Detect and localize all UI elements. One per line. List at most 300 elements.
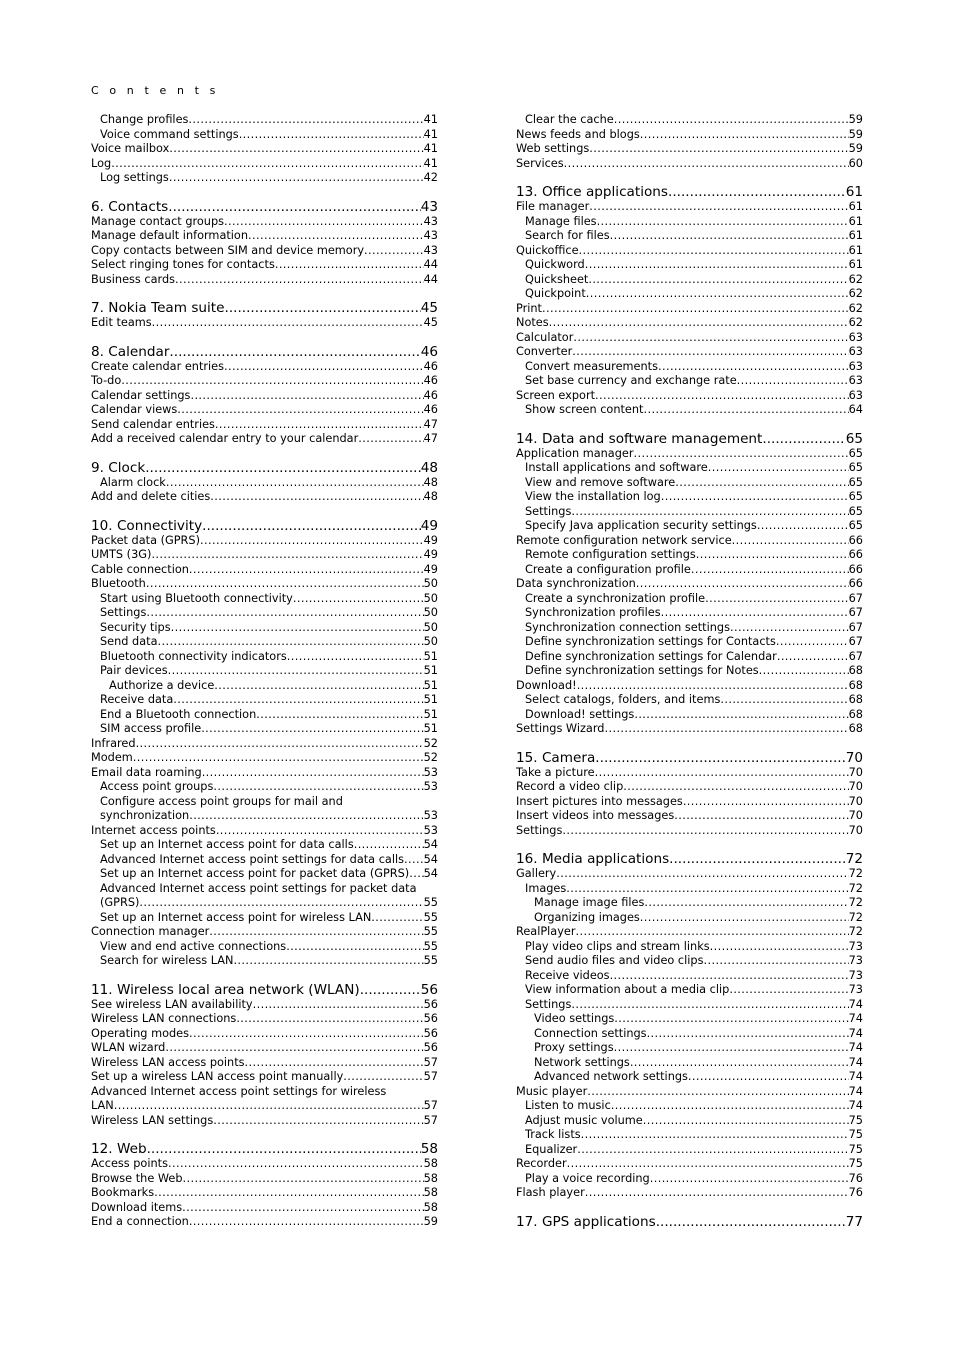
toc-entry[interactable]	[516, 229, 863, 244]
toc-entry-title: Set up an Internet access point for packet data (GPRS)	[100, 867, 410, 880]
toc-entry-title: Create a synchronization profile	[525, 591, 706, 605]
toc-entry[interactable]	[91, 737, 438, 752]
toc-entry-title: Settings	[525, 504, 572, 518]
toc-entry[interactable]	[516, 360, 863, 375]
toc-entry[interactable]	[91, 998, 438, 1013]
toc-page-number: 48	[423, 475, 438, 489]
toc-entry-title: Notes	[516, 316, 549, 329]
toc-entry-title: Advanced Internet access point settings for data calls	[100, 852, 404, 866]
toc-entry-title: 12. Web	[91, 1141, 147, 1157]
toc-page-number: 51	[423, 707, 438, 721]
toc-entry-title: Packet data (GPRS)	[91, 533, 200, 547]
toc-entry-title: SIM access profile	[100, 722, 202, 735]
toc-entry[interactable]	[91, 1186, 438, 1201]
toc-entry[interactable]	[516, 157, 863, 172]
toc-entry[interactable]	[516, 519, 863, 534]
toc-entry[interactable]	[516, 1012, 863, 1027]
toc-entry[interactable]	[516, 664, 863, 679]
toc-entry[interactable]	[91, 911, 438, 926]
toc-page-number: 70	[848, 823, 863, 837]
toc-entry-title: Log settings	[100, 171, 169, 184]
toc-entry-title: Quickoffice	[516, 243, 579, 257]
toc-entry-title: Play a voice recording	[525, 1171, 650, 1185]
toc-entry[interactable]	[91, 1027, 438, 1042]
toc-entry[interactable]	[91, 635, 438, 650]
toc-entry[interactable]	[516, 693, 863, 708]
toc-page-number: 74	[848, 1012, 863, 1025]
toc-page-number: 41	[423, 113, 438, 126]
toc-leader-dots	[239, 128, 424, 143]
toc-leader-dots	[287, 650, 424, 665]
toc-entry[interactable]	[91, 360, 438, 375]
toc-entry[interactable]	[516, 548, 863, 563]
toc-entry[interactable]	[516, 374, 863, 389]
toc-chapter-entry[interactable]	[91, 518, 438, 534]
toc-chapter-entry[interactable]	[91, 460, 438, 476]
toc-leader-dots	[571, 998, 848, 1013]
toc-entry[interactable]	[516, 447, 863, 462]
toc-leader-dots	[213, 780, 423, 795]
toc-entry[interactable]	[91, 432, 438, 447]
toc-entry[interactable]	[516, 983, 863, 998]
toc-entry-title: Define synchronization settings for Contacts	[525, 635, 776, 648]
toc-leader-dots	[595, 389, 849, 404]
toc-page-number: 64	[848, 403, 863, 416]
toc-page-number: 65	[848, 461, 863, 474]
toc-entry[interactable]	[516, 722, 863, 737]
toc-leader-dots	[169, 344, 420, 360]
toc-entry-title: Send audio files and video clips	[525, 954, 704, 967]
toc-entry[interactable]	[91, 244, 438, 259]
toc-entry[interactable]	[516, 1070, 863, 1085]
toc-entry[interactable]	[91, 809, 438, 824]
toc-column-right	[516, 113, 863, 1230]
toc-leader-dots	[371, 911, 423, 926]
toc-page-number: 67	[848, 591, 863, 605]
toc-entry[interactable]	[516, 215, 863, 230]
toc-leader-dots	[168, 199, 420, 215]
toc-entry[interactable]	[91, 1114, 438, 1129]
toc-entry-title: Settings	[516, 823, 563, 837]
toc-entry[interactable]	[516, 940, 863, 955]
toc-entry[interactable]	[516, 1114, 863, 1129]
toc-entry[interactable]	[91, 273, 438, 288]
toc-page-number: 58	[423, 1171, 438, 1185]
toc-page-number: 75	[848, 1157, 863, 1170]
toc-chapter-entry[interactable]	[516, 851, 863, 867]
toc-entry[interactable]	[516, 1172, 863, 1187]
toc-entry[interactable]	[516, 273, 863, 288]
toc-entry[interactable]	[516, 650, 863, 665]
toc-leader-dots	[147, 1141, 421, 1157]
toc-entry-title: View and remove software	[525, 475, 676, 489]
toc-leader-dots	[696, 548, 849, 563]
toc-entry[interactable]	[516, 1157, 863, 1172]
toc-entry-title: Flash player	[516, 1186, 585, 1199]
toc-page-number: 59	[423, 1215, 438, 1228]
toc-entry-title: Settings	[100, 606, 147, 619]
toc-entry[interactable]	[91, 1099, 438, 1114]
toc-entry[interactable]	[516, 128, 863, 143]
toc-entry[interactable]	[516, 113, 863, 128]
toc-leader-dots	[589, 200, 848, 215]
toc-leader-dots	[151, 548, 423, 563]
toc-entry-title: Calculator	[516, 330, 574, 344]
toc-entry[interactable]	[91, 606, 438, 621]
toc-entry[interactable]	[516, 461, 863, 476]
toc-page-number: 57	[423, 1099, 438, 1112]
toc-entry[interactable]	[516, 679, 863, 694]
toc-leader-dots	[189, 1215, 424, 1230]
toc-entry[interactable]	[91, 1070, 438, 1085]
toc-entry[interactable]	[91, 1157, 438, 1172]
toc-entry-title: Video settings	[534, 1012, 615, 1025]
toc-page-number: 56	[423, 1041, 438, 1054]
toc-entry[interactable]	[516, 389, 863, 404]
toc-entry[interactable]	[91, 490, 438, 505]
toc-entry[interactable]	[91, 954, 438, 969]
toc-entry[interactable]	[91, 534, 438, 549]
toc-chapter-entry[interactable]	[91, 1141, 438, 1157]
toc-leader-dots	[705, 592, 849, 607]
toc-entry[interactable]	[516, 403, 863, 418]
toc-entry-title: Download!	[516, 678, 577, 692]
toc-entry[interactable]	[516, 577, 863, 592]
toc-entry-title: Insert videos into messages	[516, 809, 675, 822]
toc-chapter-entry[interactable]	[91, 982, 438, 998]
toc-entry[interactable]	[516, 1143, 863, 1158]
toc-entry[interactable]	[91, 1201, 438, 1216]
toc-entry[interactable]	[91, 867, 438, 882]
toc-entry[interactable]	[91, 882, 438, 897]
toc-entry-title: Remote configuration network service	[516, 533, 732, 547]
toc-entry[interactable]	[516, 606, 863, 621]
toc-entry[interactable]	[91, 1056, 438, 1071]
toc-entry[interactable]	[91, 940, 438, 955]
toc-entry[interactable]	[91, 766, 438, 781]
toc-entry-title: 10. Connectivity	[91, 517, 203, 534]
toc-entry[interactable]	[516, 331, 863, 346]
toc-leader-dots	[658, 360, 849, 375]
toc-entry-title: Track lists	[525, 1128, 581, 1141]
toc-entry[interactable]	[516, 345, 863, 360]
toc-entry-title: Connection settings	[534, 1026, 647, 1040]
toc-entry[interactable]	[91, 592, 438, 607]
toc-entry-title: Download! settings	[525, 707, 635, 721]
toc-entry-title: Manage image files	[534, 896, 645, 909]
toc-page-number: 61	[845, 184, 863, 200]
toc-entry-title: Take a picture	[516, 765, 595, 779]
toc-entry[interactable]	[91, 780, 438, 795]
toc-entry-title: End a connection	[91, 1215, 189, 1228]
toc-entry[interactable]	[516, 954, 863, 969]
toc-leader-dots	[759, 664, 849, 679]
toc-entry-title: Show screen content	[525, 403, 644, 416]
toc-entry-title: Images	[525, 881, 567, 895]
toc-entry-title: News feeds and blogs	[516, 127, 640, 141]
toc-leader-dots	[175, 273, 424, 288]
toc-page-number: 66	[848, 577, 863, 590]
toc-entry[interactable]	[516, 867, 863, 882]
toc-entry-title: Send calendar entries	[91, 417, 215, 431]
toc-entry[interactable]	[91, 1012, 438, 1027]
toc-entry[interactable]	[91, 1041, 438, 1056]
toc-page-number: 70	[848, 809, 863, 822]
toc-leader-dots	[256, 708, 423, 723]
toc-entry[interactable]	[91, 896, 438, 911]
toc-page-number: 43	[420, 198, 438, 215]
toc-leader-dots	[168, 1157, 424, 1172]
toc-entry[interactable]	[516, 969, 863, 984]
toc-entry[interactable]	[516, 896, 863, 911]
toc-entry[interactable]	[91, 476, 438, 491]
toc-entry-title: Converter	[516, 345, 573, 358]
toc-entry[interactable]	[91, 751, 438, 766]
toc-entry[interactable]	[91, 1215, 438, 1230]
toc-entry[interactable]	[91, 142, 438, 157]
toc-page-number: 70	[848, 794, 863, 808]
toc-entry-title: Specify Java application security settings	[525, 519, 757, 532]
toc-entry[interactable]	[516, 925, 863, 940]
toc-entry-title: Remote configuration settings	[525, 548, 696, 561]
toc-chapter-entry[interactable]	[91, 344, 438, 360]
toc-entry-title: Quickpoint	[525, 287, 586, 300]
toc-leader-dots	[669, 851, 846, 867]
toc-entry[interactable]	[516, 911, 863, 926]
toc-leader-dots	[145, 460, 420, 476]
toc-entry[interactable]	[91, 418, 438, 433]
toc-entry[interactable]	[91, 157, 438, 172]
toc-leader-dots	[777, 650, 849, 665]
toc-entry[interactable]	[516, 316, 863, 331]
toc-entry[interactable]	[516, 592, 863, 607]
toc-entry[interactable]	[91, 215, 438, 230]
toc-page-number: 45	[423, 316, 438, 329]
toc-entry-title: Application manager	[516, 446, 634, 460]
toc-entry[interactable]	[516, 998, 863, 1013]
toc-entry-title: Configure access point groups for mail and	[100, 794, 343, 808]
toc-page-number: 61	[848, 243, 863, 257]
toc-entry[interactable]	[516, 1099, 863, 1114]
toc-entry[interactable]	[91, 128, 438, 143]
toc-page-number: 46	[423, 403, 438, 416]
toc-entry[interactable]	[91, 650, 438, 665]
toc-entry[interactable]	[516, 1186, 863, 1201]
toc-entry[interactable]	[91, 1172, 438, 1187]
toc-leader-dots	[114, 1099, 424, 1114]
toc-entry-title: UMTS (3G)	[91, 548, 152, 561]
toc-entry-title: Synchronization connection settings	[525, 620, 730, 634]
toc-entry[interactable]	[516, 780, 863, 795]
toc-page-number: 74	[848, 1026, 863, 1040]
toc-entry[interactable]	[91, 824, 438, 839]
toc-entry-title: Log	[91, 156, 112, 170]
toc-entry-title: Set up a wireless LAN access point manually	[91, 1070, 344, 1083]
toc-entry-title: Edit teams	[91, 316, 152, 329]
toc-entry[interactable]	[516, 490, 863, 505]
toc-entry[interactable]	[516, 302, 863, 317]
toc-leader-dots	[189, 1027, 424, 1042]
toc-entry-title: Advanced Internet access point settings for packet data	[100, 881, 417, 895]
toc-leader-dots	[404, 853, 424, 868]
toc-entry[interactable]	[91, 664, 438, 679]
toc-entry[interactable]	[516, 534, 863, 549]
toc-page-number: 72	[848, 867, 863, 880]
toc-leader-dots	[409, 867, 423, 882]
toc-entry[interactable]	[91, 389, 438, 404]
toc-chapter-entry[interactable]	[516, 1214, 863, 1230]
toc-entry-title: Proxy settings	[534, 1041, 614, 1054]
toc-leader-dots	[549, 316, 849, 331]
toc-entry[interactable]	[91, 853, 438, 868]
toc-page-number: 41	[423, 127, 438, 141]
toc-page-number: 58	[423, 1157, 438, 1170]
toc-entry[interactable]	[91, 1085, 438, 1100]
toc-entry-title: View the installation log	[525, 490, 661, 503]
toc-entry[interactable]	[516, 1027, 863, 1042]
toc-entry[interactable]	[516, 1056, 863, 1071]
toc-chapter-entry[interactable]	[516, 750, 863, 766]
toc-entry[interactable]	[91, 838, 438, 853]
toc-page-number: 46	[423, 359, 438, 373]
toc-leader-dots	[358, 432, 423, 447]
toc-entry-title: Receive data	[100, 693, 174, 706]
toc-chapter-entry[interactable]	[516, 184, 863, 200]
toc-page-number: 50	[423, 635, 438, 648]
toc-entry[interactable]	[91, 316, 438, 331]
toc-leader-dots	[177, 403, 423, 418]
toc-entry-title: Calendar views	[91, 403, 178, 416]
toc-leader-dots	[253, 998, 424, 1013]
toc-leader-dots	[136, 737, 424, 752]
toc-entry[interactable]	[516, 635, 863, 650]
toc-entry[interactable]	[516, 1041, 863, 1056]
toc-entry[interactable]	[516, 505, 863, 520]
toc-entry[interactable]	[91, 548, 438, 563]
toc-page-number: 74	[848, 1099, 863, 1112]
toc-leader-dots	[564, 157, 849, 172]
toc-entry-title: Set up an Internet access point for wireless LAN	[100, 910, 372, 924]
toc-entry[interactable]	[516, 824, 863, 839]
toc-page-number: 61	[848, 258, 863, 271]
toc-entry[interactable]	[91, 374, 438, 389]
toc-leader-dots	[610, 229, 849, 244]
toc-page-number: 49	[423, 533, 438, 547]
toc-entry[interactable]	[516, 809, 863, 824]
toc-leader-dots	[189, 809, 423, 824]
toc-entry[interactable]	[91, 621, 438, 636]
toc-page-number: 76	[848, 1171, 863, 1185]
toc-page-number: 45	[420, 300, 438, 316]
toc-entry-title: See wireless LAN availability	[91, 997, 253, 1011]
toc-entry-title: View information about a media clip	[525, 983, 730, 996]
toc-entry[interactable]	[516, 244, 863, 259]
toc-entry[interactable]	[516, 795, 863, 810]
toc-leader-dots	[571, 505, 848, 520]
toc-leader-dots	[643, 403, 848, 418]
toc-page-number: 46	[420, 343, 438, 360]
toc-entry-title: WLAN wizard	[91, 1041, 166, 1054]
toc-entry-title: Wireless LAN access points	[91, 1055, 245, 1069]
toc-page-number: 70	[845, 749, 863, 766]
toc-leader-dots	[566, 882, 848, 897]
toc-entry[interactable]	[516, 621, 863, 636]
toc-chapter-entry[interactable]	[91, 300, 438, 316]
toc-entry[interactable]	[91, 708, 438, 723]
toc-entry[interactable]	[91, 577, 438, 592]
toc-entry[interactable]	[516, 287, 863, 302]
toc-leader-dots	[248, 229, 424, 244]
toc-chapter-entry[interactable]	[91, 199, 438, 215]
toc-entry[interactable]	[516, 766, 863, 781]
toc-leader-dots	[210, 490, 423, 505]
toc-leader-dots	[556, 867, 848, 882]
toc-entry-title: 14. Data and software management	[516, 430, 763, 447]
toc-entry[interactable]	[516, 882, 863, 897]
toc-chapter-entry[interactable]	[516, 431, 863, 447]
toc-entry[interactable]	[91, 563, 438, 578]
toc-entry-title: Settings	[525, 997, 572, 1011]
toc-leader-dots	[674, 809, 848, 824]
toc-page-number: 77	[845, 1213, 863, 1230]
toc-page-number: 53	[423, 765, 438, 779]
toc-entry[interactable]	[516, 563, 863, 578]
toc-entry[interactable]	[91, 171, 438, 186]
toc-page-number: 55	[423, 954, 438, 967]
toc-leader-dots	[614, 113, 849, 128]
toc-entry[interactable]	[91, 925, 438, 940]
toc-entry-title: Set base currency and exchange rate	[525, 374, 737, 387]
toc-entry[interactable]	[91, 722, 438, 737]
toc-entry[interactable]	[91, 258, 438, 273]
toc-entry[interactable]	[91, 229, 438, 244]
toc-leader-dots	[214, 679, 423, 694]
toc-page-number: 46	[423, 374, 438, 387]
toc-page-number: 59	[848, 142, 863, 155]
toc-page-number: 51	[423, 649, 438, 663]
toc-entry-title: 11. Wireless local area network (WLAN)	[91, 981, 360, 998]
toc-entry[interactable]	[516, 1128, 863, 1143]
toc-leader-dots	[224, 215, 424, 230]
toc-entry[interactable]	[516, 200, 863, 215]
toc-entry[interactable]	[516, 1085, 863, 1100]
toc-leader-dots	[668, 184, 846, 200]
toc-page-number: 65	[848, 490, 863, 503]
toc-page-number: 67	[848, 649, 863, 663]
toc-page-number: 68	[848, 707, 863, 721]
toc-page-number: 51	[423, 664, 438, 677]
toc-entry[interactable]	[516, 476, 863, 491]
toc-entry[interactable]	[91, 795, 438, 810]
toc-entry[interactable]	[516, 258, 863, 273]
toc-entry[interactable]	[91, 403, 438, 418]
toc-leader-dots	[173, 693, 423, 708]
toc-leader-dots	[169, 171, 424, 186]
toc-entry-title: Wireless LAN connections	[91, 1012, 237, 1025]
toc-entry-title: Clear the cache	[525, 113, 614, 126]
toc-leader-dots	[710, 940, 849, 955]
toc-entry[interactable]	[91, 693, 438, 708]
toc-leader-dots	[595, 766, 849, 781]
toc-entry[interactable]	[91, 679, 438, 694]
toc-page-number: 68	[848, 678, 863, 692]
toc-entry[interactable]	[516, 142, 863, 157]
toc-leader-dots	[275, 258, 424, 273]
toc-page-number: 55	[423, 939, 438, 953]
toc-entry[interactable]	[91, 113, 438, 128]
toc-entry[interactable]	[516, 708, 863, 723]
toc-entry-title: Play video clips and stream links	[525, 939, 710, 953]
